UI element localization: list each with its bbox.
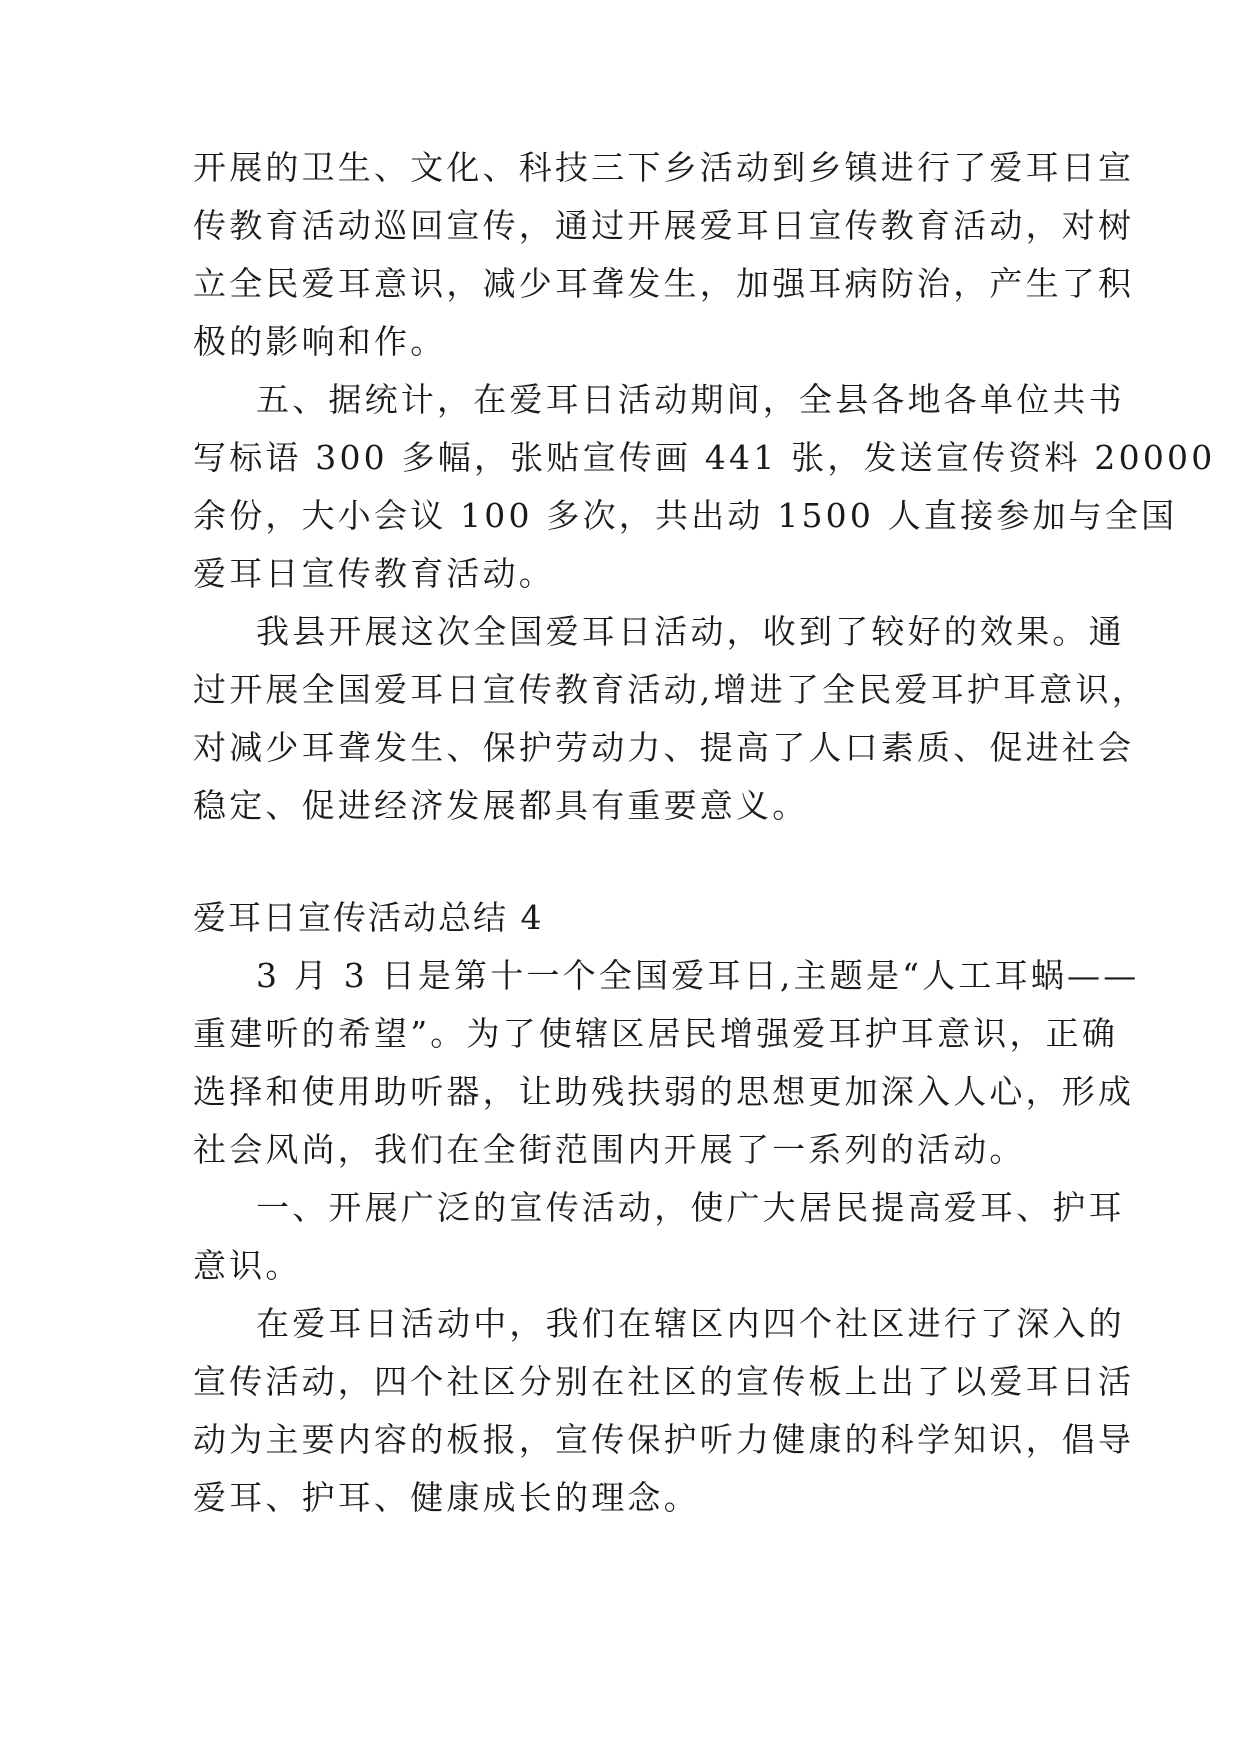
paragraph-line: 对减少耳聋发生、保护劳动力、提高了人口素质、促进社会 bbox=[193, 728, 1135, 767]
paragraph-line: 意识。 bbox=[193, 1246, 302, 1285]
paragraph-line: 过开展全国爱耳日宣传教育活动,增进了全民爱耳护耳意识， bbox=[193, 670, 1148, 709]
paragraph-line: 我县开展这次全国爱耳日活动，收到了较好的效果。通 bbox=[256, 612, 1125, 651]
paragraph-line: 重建听的希望”。为了使辖区居民增强爱耳护耳意识，正确 bbox=[193, 1014, 1119, 1053]
paragraph-line: 立全民爱耳意识，减少耳聋发生，加强耳病防治，产生了积 bbox=[193, 264, 1135, 303]
paragraph-line: 极的影响和作。 bbox=[193, 322, 447, 361]
paragraph-line: 开展的卫生、文化、科技三下乡活动到乡镇进行了爱耳日宣 bbox=[193, 148, 1135, 187]
section-title: 爱耳日宣传活动总结 4 bbox=[193, 898, 544, 937]
paragraph-line: 爱耳日宣传教育活动。 bbox=[193, 554, 555, 593]
paragraph-line: 选择和使用助听器，让助残扶弱的思想更加深入人心，形成 bbox=[193, 1072, 1135, 1111]
paragraph-line: 社会风尚，我们在全街范围内开展了一系列的活动。 bbox=[193, 1130, 1026, 1169]
paragraph-line: 余份，大小会议 100 多次，共出动 1500 人直接参加与全国 bbox=[193, 496, 1178, 535]
paragraph-line: 3 月 3 日是第十一个全国爱耳日,主题是“人工耳蜗—— bbox=[256, 956, 1140, 995]
paragraph-line: 爱耳、护耳、健康成长的理念。 bbox=[193, 1478, 700, 1517]
paragraph-line: 动为主要内容的板报，宣传保护听力健康的科学知识，倡导 bbox=[193, 1420, 1135, 1459]
paragraph-line: 在爱耳日活动中，我们在辖区内四个社区进行了深入的 bbox=[256, 1304, 1125, 1343]
paragraph-line: 宣传活动，四个社区分别在社区的宣传板上出了以爱耳日活 bbox=[193, 1362, 1135, 1401]
paragraph-line: 传教育活动巡回宣传，通过开展爱耳日宣传教育活动，对树 bbox=[193, 206, 1135, 245]
paragraph-line: 五、据统计，在爱耳日活动期间，全县各地各单位共书 bbox=[256, 380, 1125, 419]
paragraph-line: 稳定、促进经济发展都具有重要意义。 bbox=[193, 786, 809, 825]
paragraph-line: 写标语 300 多幅，张贴宣传画 441 张，发送宣传资料 20000 bbox=[193, 438, 1216, 477]
paragraph-line: 一、开展广泛的宣传活动，使广大居民提高爱耳、护耳 bbox=[256, 1188, 1125, 1227]
